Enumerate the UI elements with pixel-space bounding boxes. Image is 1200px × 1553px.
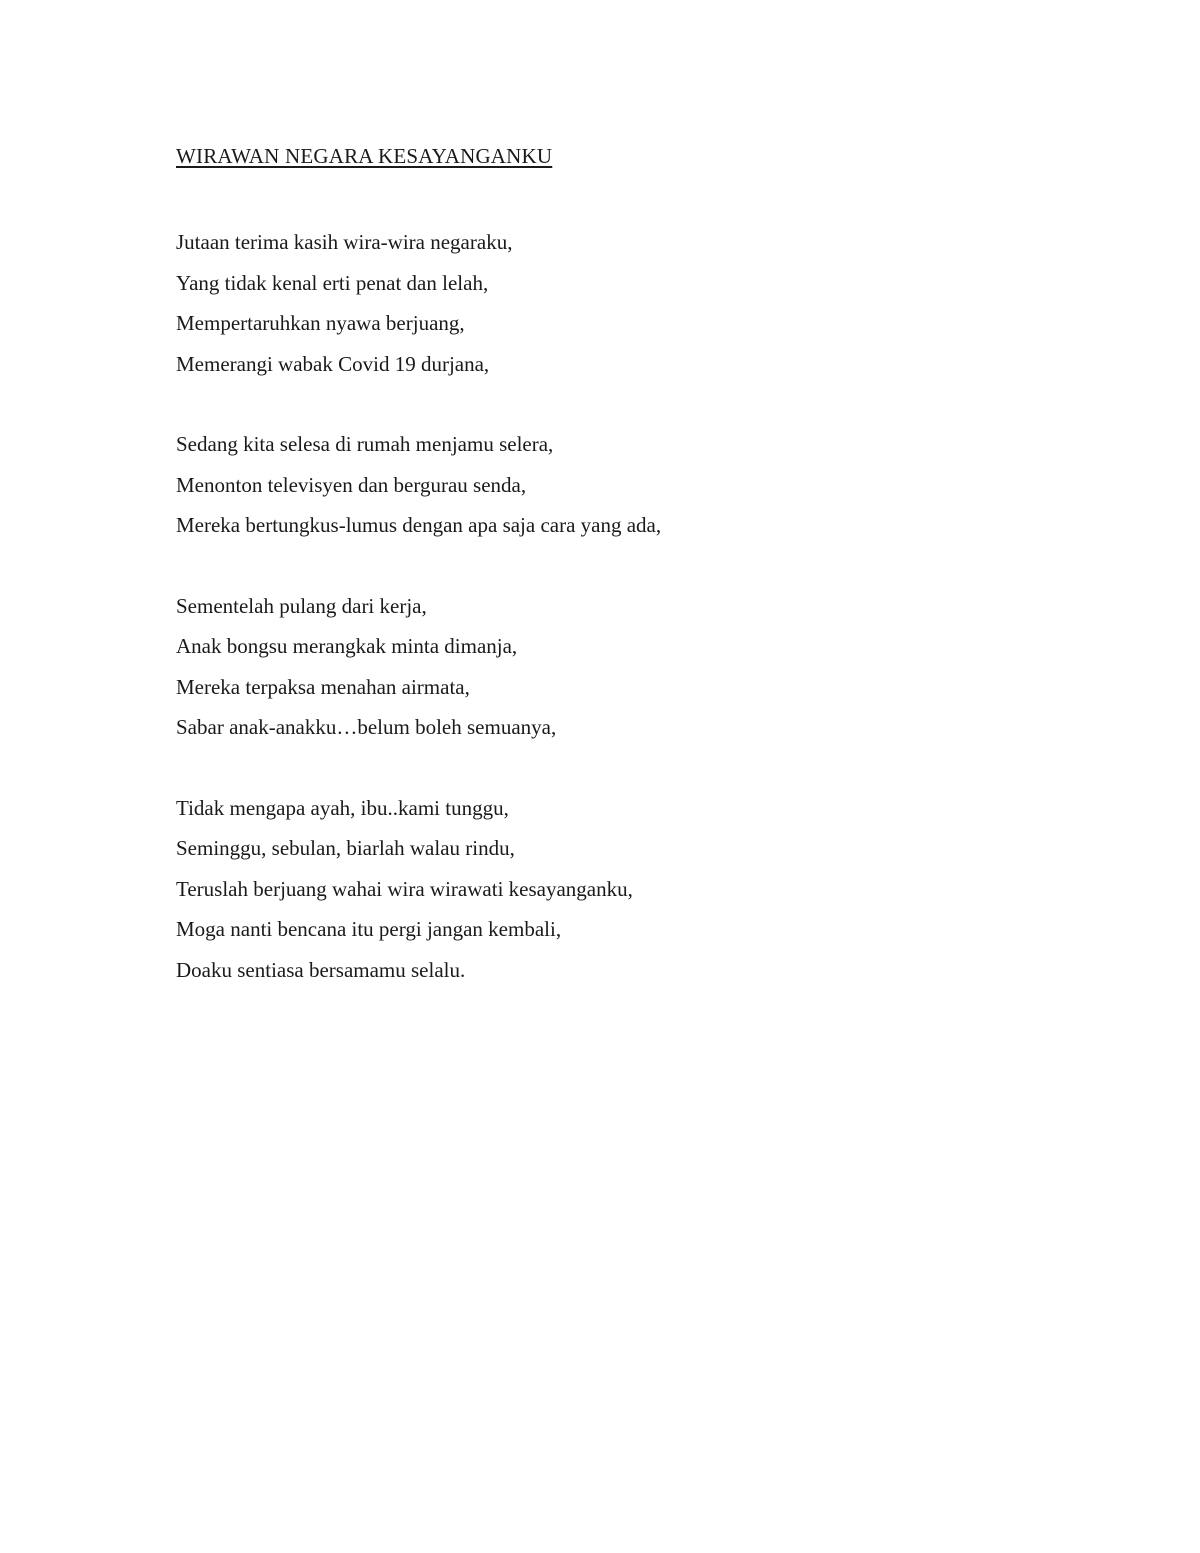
poem-line: Tidak mengapa ayah, ibu..kami tunggu, (176, 795, 509, 820)
poem-line: Memerangi wabak Covid 19 durjana, (176, 351, 490, 376)
poem-line: Mempertaruhkan nyawa berjuang, (176, 311, 465, 335)
stanza-4 (176, 788, 1076, 991)
poem-line: Doaku sentiasa bersamamu selalu. (176, 957, 466, 982)
poem-line: Moga nanti bencana itu pergi jangan kembali, (176, 917, 562, 941)
poem-line: Mereka bertungkus-lumus dengan apa saja cara yang ada, (176, 513, 662, 537)
poem-line: Mereka terpaksa menahan airmata, (176, 674, 470, 699)
stanza-1 (176, 222, 1076, 384)
poem (176, 140, 1076, 990)
stanza-2 (176, 424, 1076, 546)
poem-line: Anak bongsu merangkak minta dimanja, (176, 634, 518, 658)
stanza-3 (176, 586, 1076, 748)
poem-title: WIRAWAN NEGARA KESAYANGANKU (176, 144, 553, 168)
poem-line: Sedang kita selesa di rumah menjamu selera, (176, 432, 554, 456)
poem-line: Yang tidak kenal erti penat dan lelah, (176, 270, 489, 295)
poem-line: Teruslah berjuang wahai wira wirawati kesayanganku, (176, 876, 633, 901)
poem-line: Seminggu, sebulan, biarlah walau rindu, (176, 836, 515, 860)
poem-line: Menonton televisyen dan bergurau senda, (176, 472, 527, 497)
poem-line: Jutaan terima kasih wira-wira negaraku, (176, 230, 513, 254)
poem-line: Sabar anak-anakku…belum boleh semuanya, (176, 715, 557, 739)
poem-line: Sementelah pulang dari kerja, (176, 593, 427, 618)
